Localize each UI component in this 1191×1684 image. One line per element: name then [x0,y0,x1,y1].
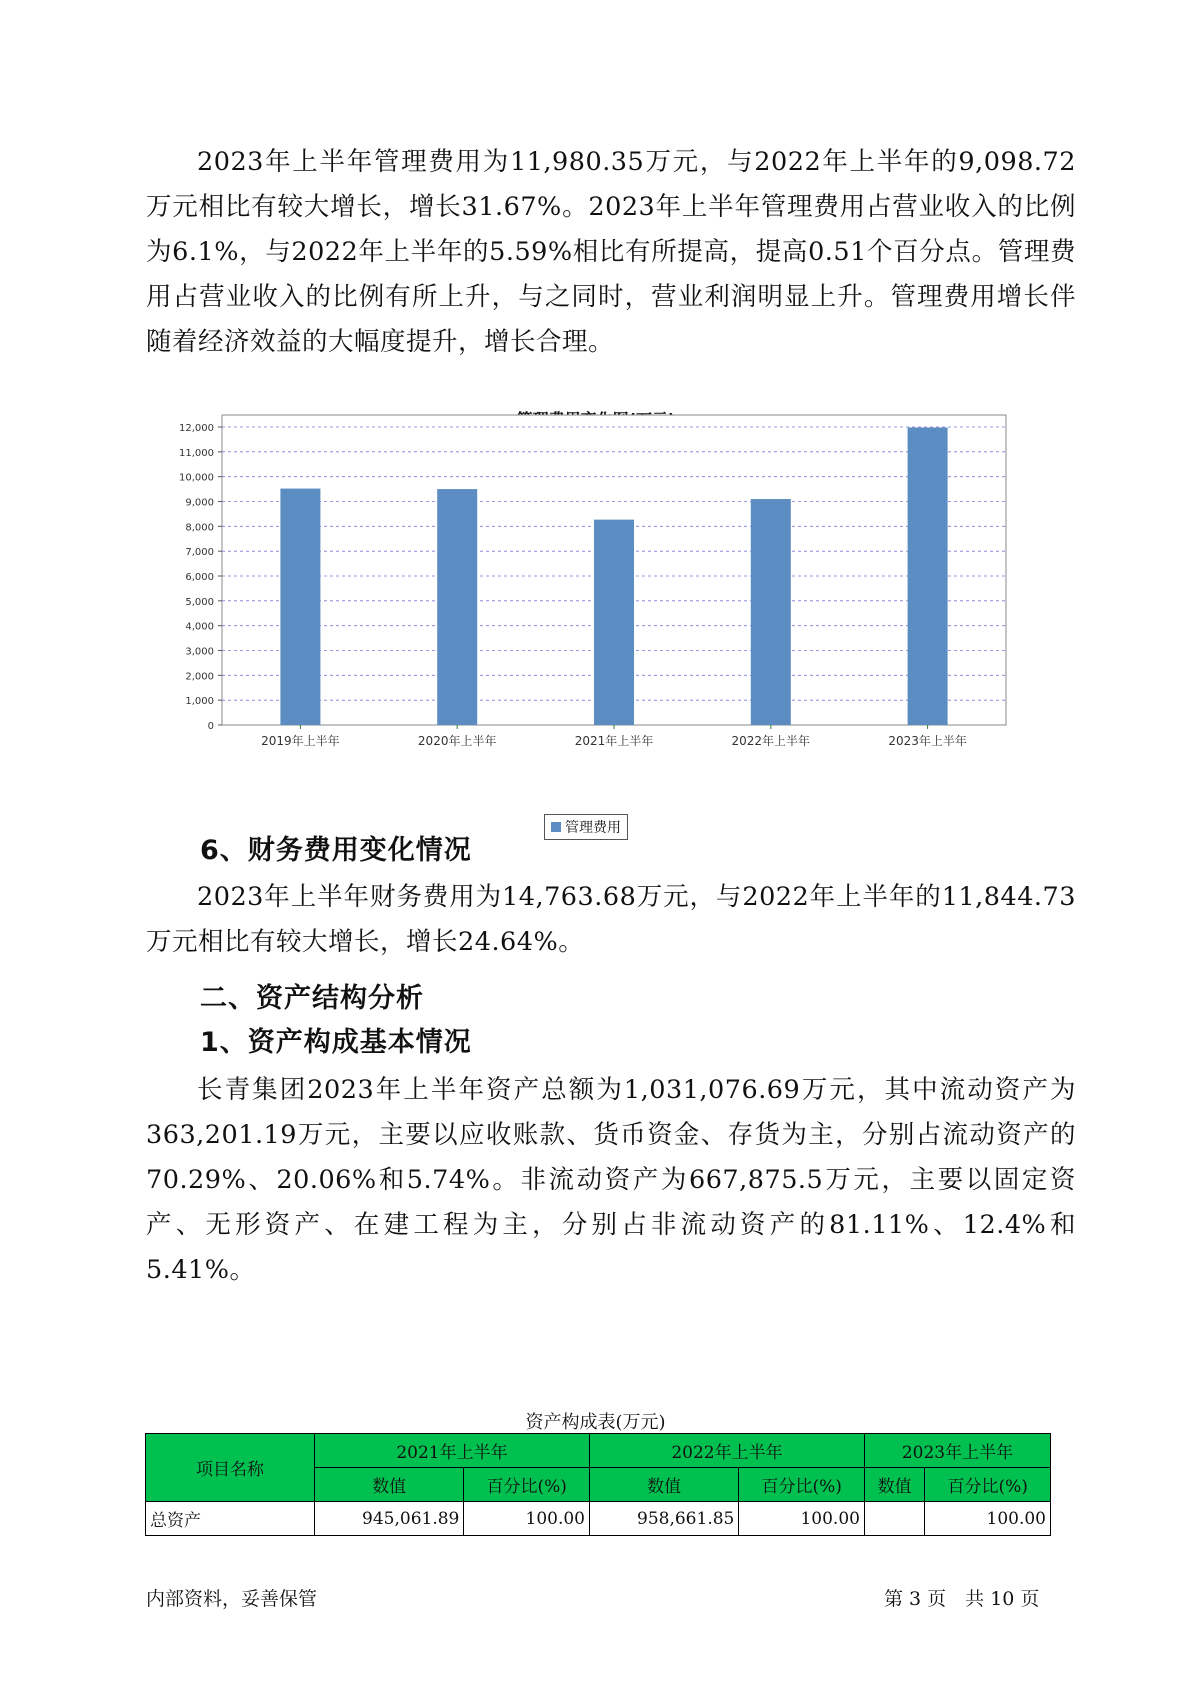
y-tick-label: 5,000 [185,596,214,608]
legend-swatch [551,822,561,832]
asset-composition-table [145,1433,1051,1536]
chart-legend [544,814,628,840]
header-period-2021: 2021年上半年 [315,1434,590,1468]
x-tick-label: 2023年上半年 [888,734,967,748]
x-tick-label: 2020年上半年 [417,734,497,748]
header-value: 数值 [864,1468,924,1502]
bar [437,489,477,725]
x-tick-label: 2019年上半年 [261,734,340,748]
paragraph-finance-expense: 2023年上半年财务费用为14,763.68万元，与2022年上半年的11,844.73万元相比有较大增长，增长24.64%。 [146,882,1076,957]
heading-finance-expense: 6、财务费用变化情况 [200,835,472,866]
header-percent: 百分比(%) [464,1468,590,1502]
heading-asset-structure: 二、资产结构分析 [200,983,424,1014]
bar [751,499,791,725]
y-tick-label: 12,000 [179,423,214,434]
y-tick-label: 8,000 [185,522,214,534]
x-tick-label: 2021年上半年 [574,734,654,748]
legend-label: 管理费用 [565,820,621,836]
footer-page-number: 第 3 页 共 10 页 [884,1588,1040,1610]
heading-asset-composition: 1、资产构成基本情况 [200,1027,472,1058]
cell-value: 958,661.85 [589,1502,738,1536]
cell-value: 945,061.89 [315,1502,464,1536]
y-tick-label: 10,000 [179,472,214,484]
cell-percent: 100.00 [739,1502,865,1536]
header-value: 数值 [315,1468,464,1502]
chart-svg [146,395,1046,795]
header-item-name: 项目名称 [146,1434,315,1502]
y-tick-label: 1,000 [185,696,214,708]
table-header-row-1 [146,1434,1051,1468]
y-tick-label: 2,000 [185,671,214,683]
header-percent: 百分比(%) [925,1468,1051,1502]
cell-percent: 100.00 [925,1502,1051,1536]
x-tick-label: 2022年上半年 [731,734,811,748]
header-period-2023: 2023年上半年 [864,1434,1050,1468]
paragraph-admin-expense: 2023年上半年管理费用为11,980.35万元，与2022年上半年的9,098.72万元相比有较大增长，增长31.67%。2023年上半年管理费用占营业收入的比例为6.1%，与2022年上半年的5.59%相比有所提高，提高0.51个百分点。管理费用占营业收入的比例有所上升，与之同时，营业利润明显上升。管理费用增长伴随着经济效益的大幅度提升，增长合理。 [146,147,1076,357]
bar [594,520,634,725]
paragraph-asset-composition: 长青集团2023年上半年资产总额为1,031,076.69万元，其中流动资产为363,201.19万元，主要以应收账款、货币资金、存货为主，分别占流动资产的70.29%、20.06%和5.74%。非流动资产为667,875.5万元，主要以固定资产、无形资产、在建工程为主，分别占非流动资产的81.11%、12.4%和5.41%。 [146,1075,1076,1285]
row-name: 总资产 [146,1502,315,1536]
y-tick-label: 9,000 [185,497,214,509]
header-period-2022: 2022年上半年 [589,1434,864,1468]
admin-expense-chart [146,395,1046,855]
header-value: 数值 [589,1468,738,1502]
cell-percent: 100.00 [464,1502,590,1536]
bar [280,489,320,725]
bar [908,427,948,725]
header-percent: 百分比(%) [739,1468,865,1502]
table-row [146,1502,1051,1536]
cell-value [864,1502,924,1536]
y-tick-label: 0 [207,721,214,732]
y-tick-label: 4,000 [185,621,214,633]
footer-confidential: 内部资料，妥善保管 [146,1588,318,1610]
y-tick-label: 3,000 [185,646,214,658]
table-title: 资产构成表(万元) [525,1412,666,1433]
y-tick-label: 11,000 [179,447,214,459]
y-tick-label: 7,000 [185,547,214,559]
y-tick-label: 6,000 [185,572,214,583]
